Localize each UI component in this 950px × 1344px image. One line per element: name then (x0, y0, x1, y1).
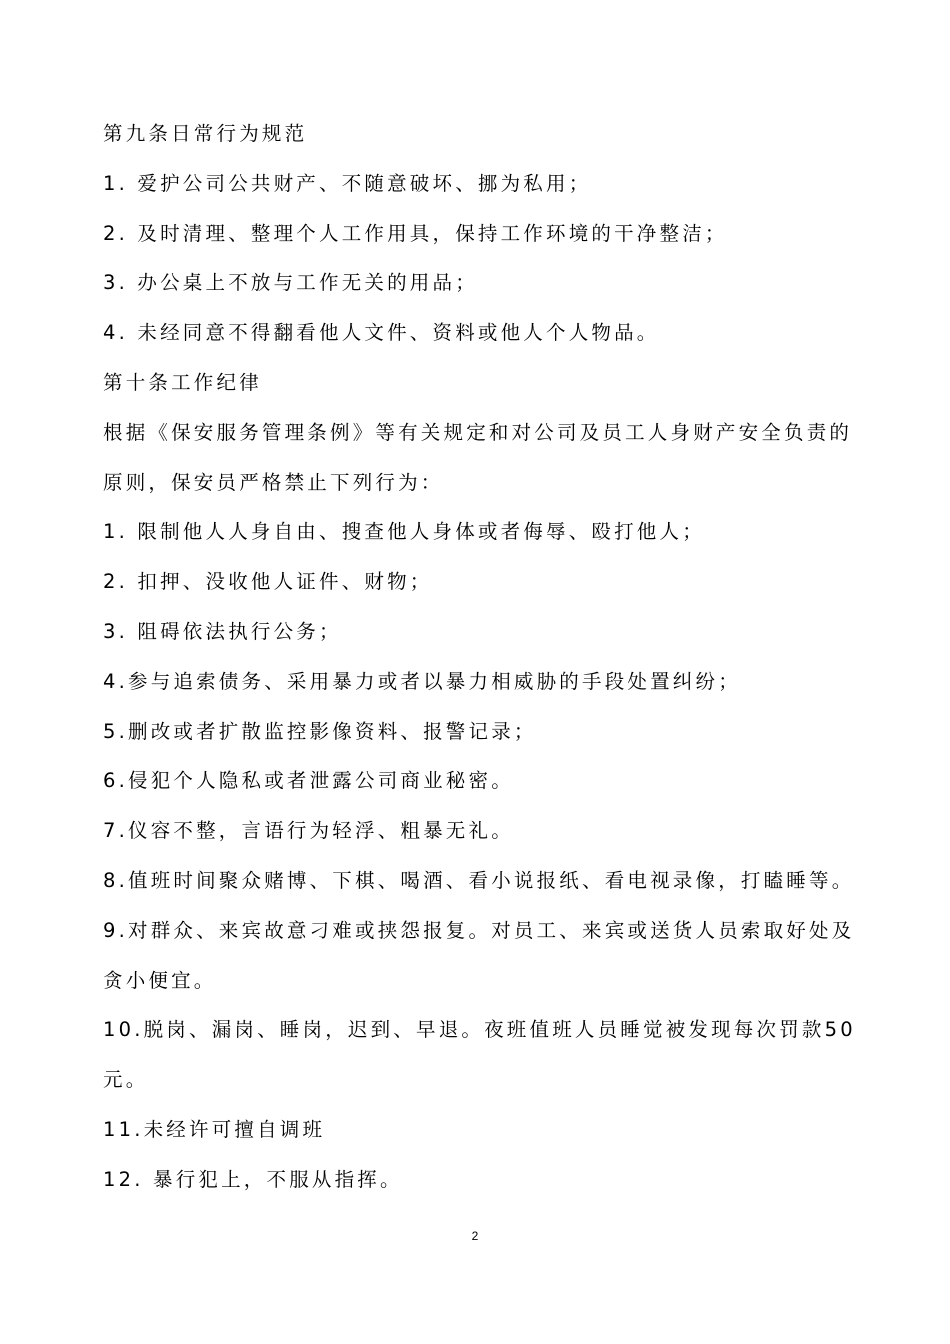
paragraph-line: 原则，保安员严格禁止下列行为： (103, 470, 444, 494)
list-item: 4.参与追索债务、采用暴力或者以暴力相威胁的手段处置纠纷； (103, 669, 741, 693)
list-item: 11.未经许可擅自调班 (103, 1117, 326, 1141)
list-item: 2. 及时清理、整理个人工作用具，保持工作环境的干净整洁； (103, 221, 728, 245)
list-item: 10.脱岗、漏岗、睡岗，迟到、早退。夜班值班人员睡觉被发现每次罚款50 (103, 1018, 856, 1042)
list-item: 12. 暴行犯上，不服从指挥。 (103, 1167, 403, 1191)
section-heading-article-9: 第九条日常行为规范 (103, 122, 308, 145)
page-number: 2 (471, 1229, 479, 1243)
list-item-continuation: 贪小便宜。 (103, 968, 217, 992)
list-item: 9.对群众、来宾故意刁难或挟怨报复。对员工、来宾或送货人员索取好处及 (103, 918, 855, 942)
list-item: 2. 扣押、没收他人证件、财物； (103, 570, 433, 594)
document-body (103, 109, 863, 1205)
list-item: 7.仪容不整，言语行为轻浮、粗暴无礼。 (103, 819, 514, 843)
list-item-continuation: 元。 (103, 1068, 149, 1092)
list-item: 6.侵犯个人隐私或者泄露公司商业秘密。 (103, 769, 514, 793)
paragraph-line: 根据《保安服务管理条例》等有关规定和对公司及员工人身财产安全负责的 (103, 420, 853, 444)
list-item: 3. 阻碍依法执行公务； (103, 619, 342, 643)
list-item: 1. 爱护公司公共财产、不随意破坏、挪为私用； (103, 171, 592, 195)
list-item: 8.值班时间聚众赌博、下棋、喝酒、看小说报纸、看电视录像，打瞌睡等。 (103, 868, 855, 892)
list-item: 5.删改或者扩散监控影像资料、报警记录； (103, 719, 537, 743)
list-item: 4. 未经同意不得翻看他人文件、资料或他人个人物品。 (103, 321, 660, 345)
section-heading-article-10: 第十条工作纪律 (103, 370, 262, 394)
list-item: 1. 限制他人人身自由、搜查他人身体或者侮辱、殴打他人； (103, 520, 705, 544)
list-item: 3. 办公桌上不放与工作无关的用品； (103, 271, 478, 295)
